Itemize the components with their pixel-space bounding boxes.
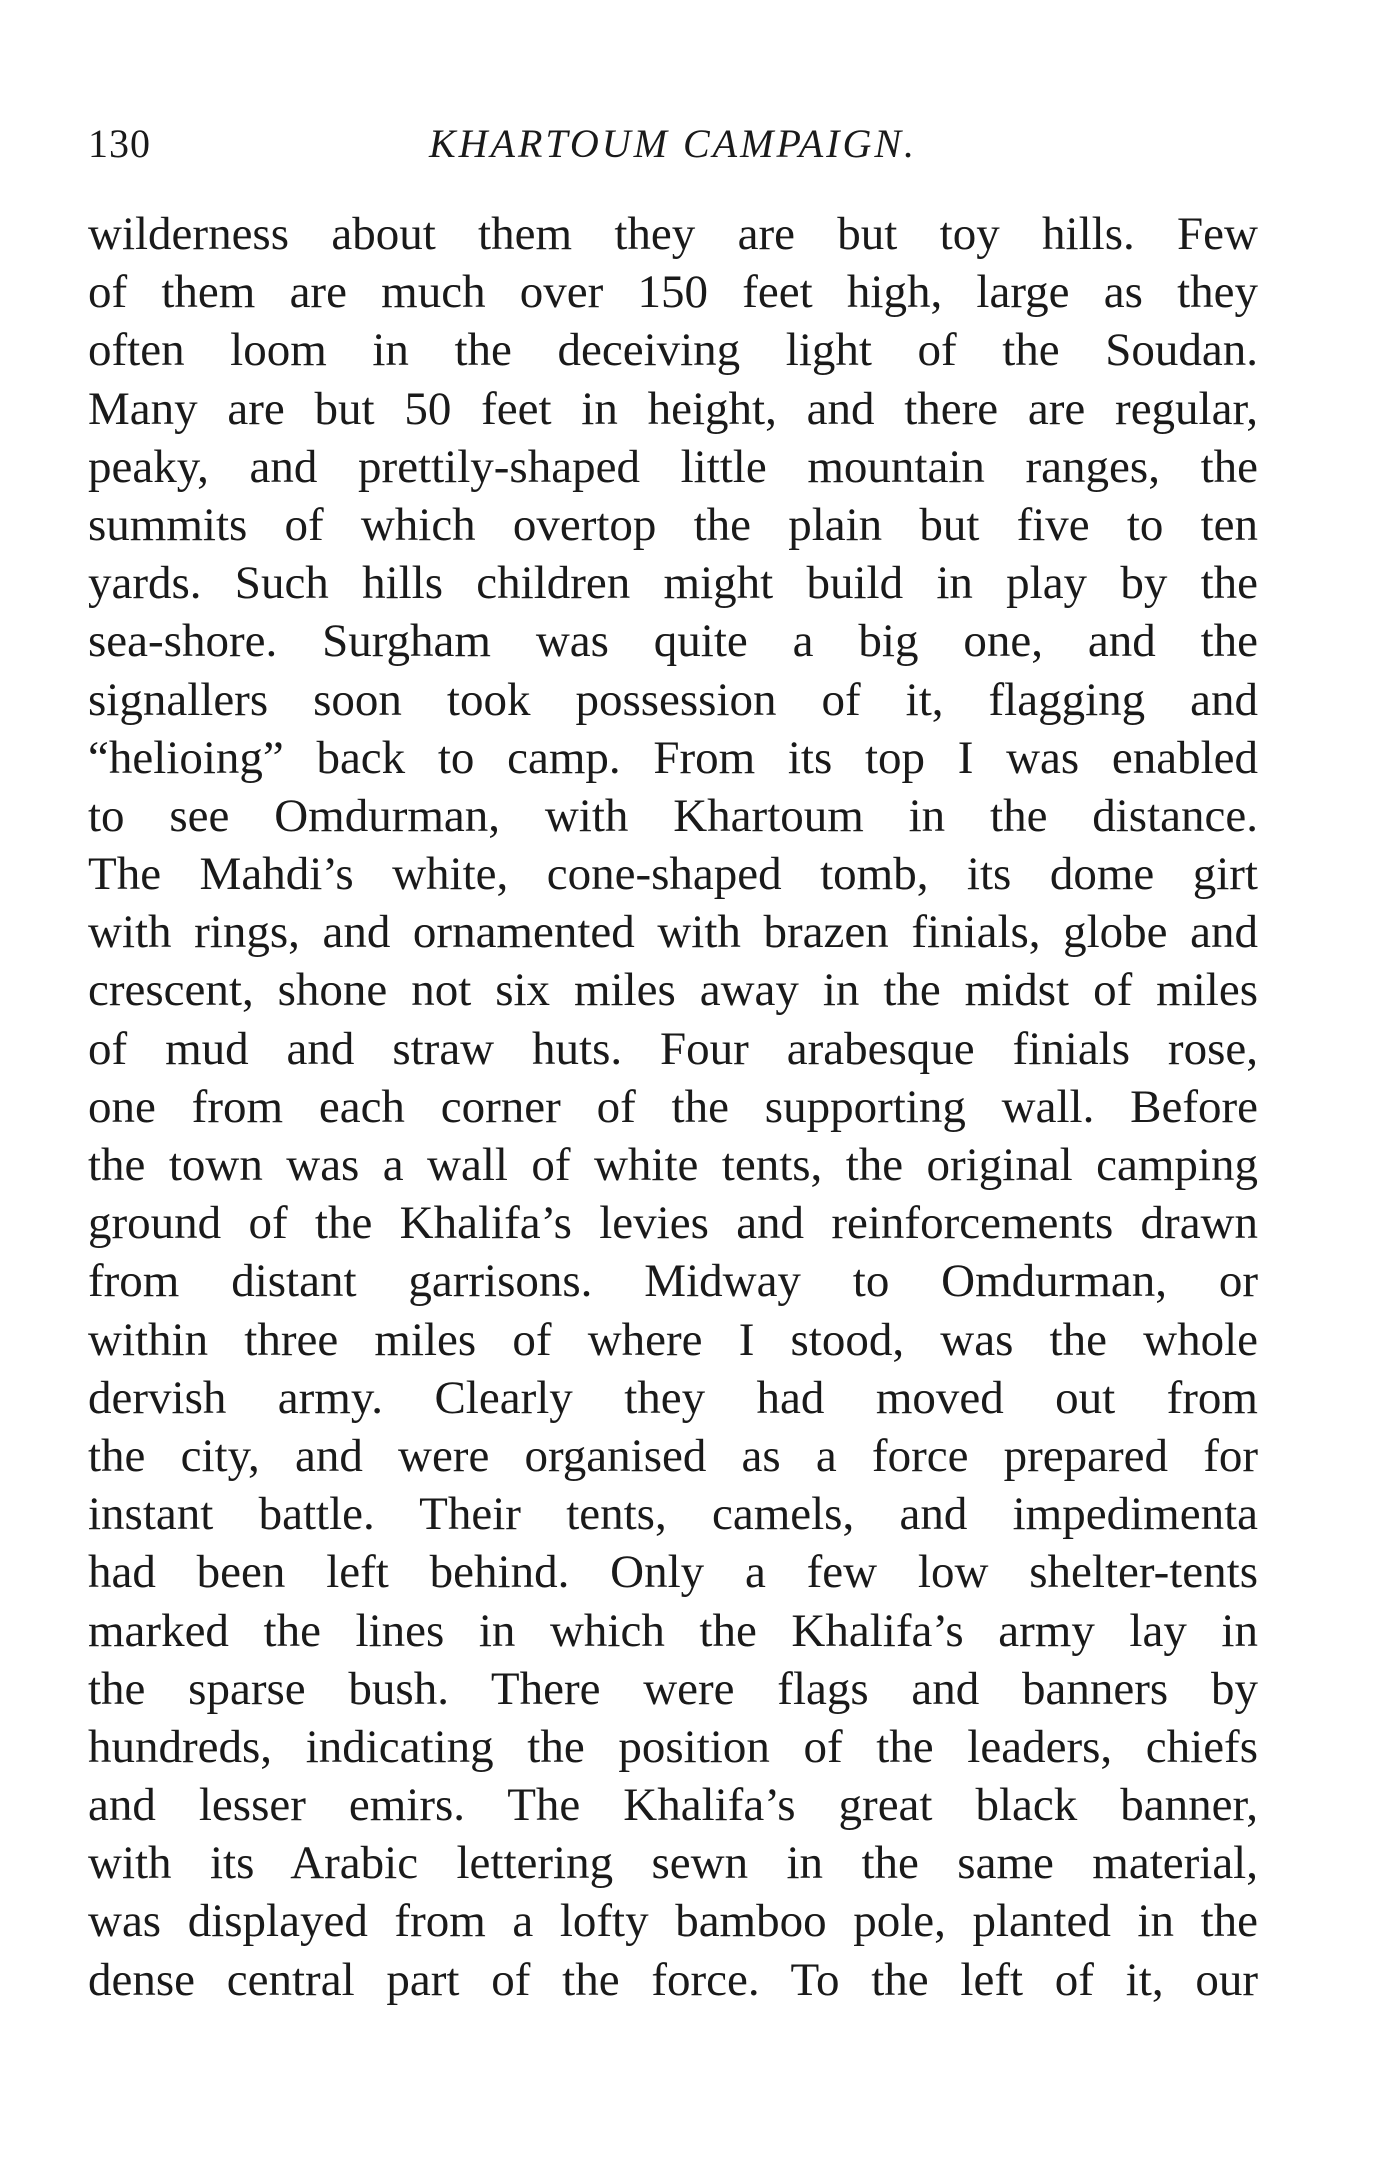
text-line: the city, and were organised as a force prepared for	[88, 1429, 1258, 1482]
text-line: Many are but 50 feet in height, and there are regular,	[88, 382, 1258, 435]
text-line: of mud and straw huts. Four arabesque finials rose,	[88, 1022, 1258, 1075]
text-line: within three miles of where I stood, was the whole	[88, 1313, 1258, 1366]
text-line: instant battle. Their tents, camels, and impedimenta	[88, 1488, 1258, 1541]
text-line: hundreds, indicating the position of the leaders, chiefs	[88, 1720, 1258, 1773]
text-line: from distant garrisons. Midway to Omdurman, or	[88, 1255, 1258, 1308]
text-line: marked the lines in which the Khalifa’s army lay in	[88, 1604, 1258, 1657]
running-title: KHARTOUM CAMPAIGN.	[428, 121, 918, 166]
text-line: yards. Such hills children might build in play by the	[88, 557, 1258, 610]
text-line: summits of which overtop the plain but five to ten	[88, 498, 1258, 551]
text-line: “helioing” back to camp. From its top I was enabled	[88, 731, 1258, 784]
text-line: one from each corner of the supporting wall. Before	[88, 1080, 1258, 1133]
text-line: had been left behind. Only a few low shelter-tents	[88, 1546, 1258, 1599]
text-line: signallers soon took possession of it, flagging and	[88, 673, 1258, 726]
text-line: dense central part of the force. To the left of it, our	[88, 1953, 1258, 2006]
text-line: The Mahdi’s white, cone-shaped tomb, its dome girt	[88, 848, 1258, 901]
text-line: the town was a wall of white tents, the original camping	[88, 1139, 1258, 1191]
text-line: dervish army. Clearly they had moved out from	[88, 1371, 1258, 1424]
text-line: was displayed from a lofty bamboo pole, planted in the	[88, 1895, 1258, 1948]
body-text	[88, 205, 1258, 2009]
text-line: crescent, shone not six miles away in the midst of miles	[88, 964, 1258, 1017]
text-line: sea-shore. Surgham was quite a big one, and the	[88, 615, 1258, 668]
text-line: peaky, and prettily-shaped little mountain ranges, the	[88, 440, 1258, 493]
text-line: of them are much over 150 feet high, large as they	[88, 266, 1258, 319]
page-header	[88, 112, 1258, 172]
text-line: the sparse bush. There were flags and banners by	[88, 1662, 1258, 1715]
text-line: ground of the Khalifa’s levies and reinforcements drawn	[88, 1197, 1258, 1250]
text-line: to see Omdurman, with Khartoum in the distance.	[88, 789, 1258, 842]
page-number: 130	[88, 121, 151, 166]
text-line: and lesser emirs. The Khalifa’s great black banner,	[88, 1779, 1258, 1832]
text-line: wilderness about them they are but toy hills. Few	[88, 208, 1258, 260]
text-line: with its Arabic lettering sewn in the same material,	[88, 1837, 1258, 1890]
text-line: often loom in the deceiving light of the Soudan.	[88, 324, 1258, 377]
text-line: with rings, and ornamented with brazen finials, globe and	[88, 906, 1258, 959]
